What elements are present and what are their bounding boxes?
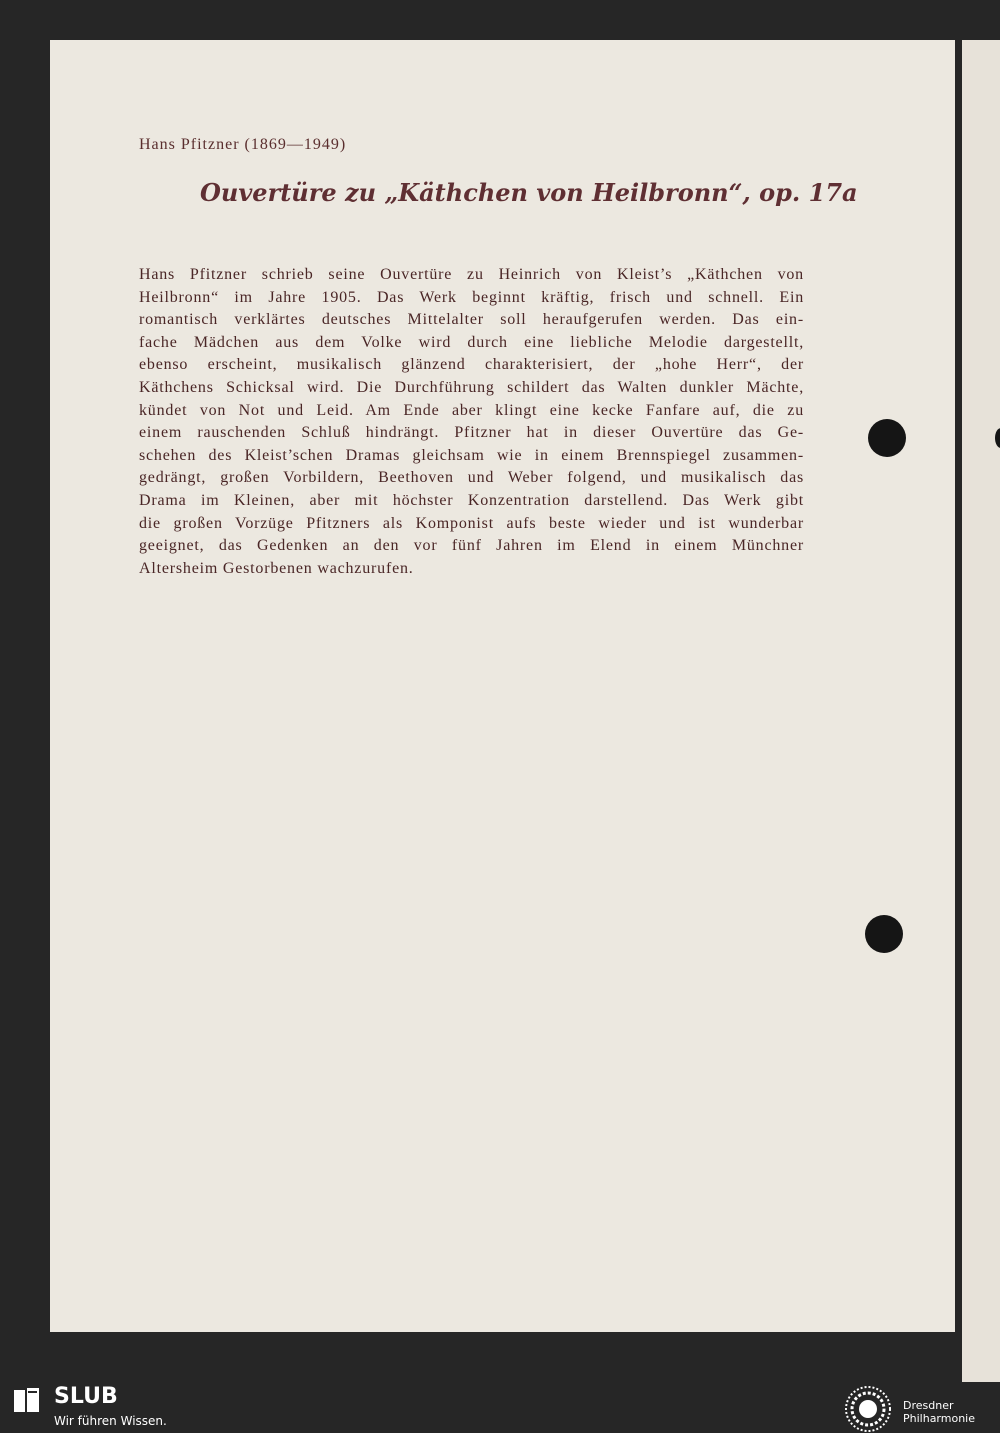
text-line: Käthchens Schicksal wird. Die Durchführung schildert das Walten dunkler Mächte, xyxy=(139,378,804,396)
piece-title: Ouvertüre zu „Käthchen von Heilbronn“, op. 17a xyxy=(200,178,858,207)
text-line: fache Mädchen aus dem Volke wird durch eine liebliche Melodie dargestellt, xyxy=(139,333,804,351)
text-line: Heilbronn“ im Jahre 1905. Das Werk beginnt kräftig, frisch und schnell. Ein xyxy=(139,288,804,306)
text-line: Hans Pfitzner schrieb seine Ouvertüre zu Heinrich von Kleist’s „Käthchen von xyxy=(139,266,804,283)
program-note xyxy=(139,264,804,580)
partner-name-line1: Dresdner xyxy=(903,1399,954,1412)
text-line: kündet von Not und Leid. Am Ende aber klingt eine kecke Fanfare auf, die zu xyxy=(139,401,804,419)
text-line: Drama im Kleinen, aber mit höchster Konzentration darstellend. Das Werk gibt xyxy=(139,491,804,509)
text-line: schehen des Kleist’schen Dramas gleichsam wie in einem Brennspiegel zusammen- xyxy=(139,446,804,464)
text-line: die großen Vorzüge Pfitzners als Komponist aufs beste wieder und ist wunderbar xyxy=(139,514,804,532)
slub-tagline: Wir führen Wissen. xyxy=(54,1414,167,1428)
composer-heading: Hans Pfitzner (1869—1949) xyxy=(139,136,347,153)
text-line: ebenso erscheint, musikalisch glänzend charakterisiert, der „hohe Herr“, der xyxy=(139,356,804,374)
slub-logo-text[interactable]: SLUB xyxy=(54,1384,118,1409)
next-page-edge xyxy=(962,40,1000,1382)
text-line: geeignet, das Gedenken an den vor fünf Jahren im Elend in einem Münchner xyxy=(139,537,804,555)
punch-hole xyxy=(995,428,1000,448)
text-line: Altersheim Gestorbenen wachzurufen. xyxy=(139,559,414,577)
punch-hole xyxy=(865,915,903,953)
text-line: romantisch verklärtes deutsches Mittelalter soll heraufgerufen werden. Das ein- xyxy=(139,311,804,329)
dresdner-philharmonie-logo-icon[interactable] xyxy=(845,1386,891,1432)
punch-hole xyxy=(868,419,906,457)
partner-name-line2: Philharmonie xyxy=(903,1412,975,1425)
slub-logo-icon[interactable] xyxy=(12,1386,42,1416)
text-line: gedrängt, großen Vorbildern, Beethoven und Weber folgend, und musikalisch das xyxy=(139,469,804,487)
text-line: einem rauschenden Schluß hindrängt. Pfitzner hat in dieser Ouvertüre das Ge- xyxy=(139,424,804,442)
document-page xyxy=(50,40,955,1332)
